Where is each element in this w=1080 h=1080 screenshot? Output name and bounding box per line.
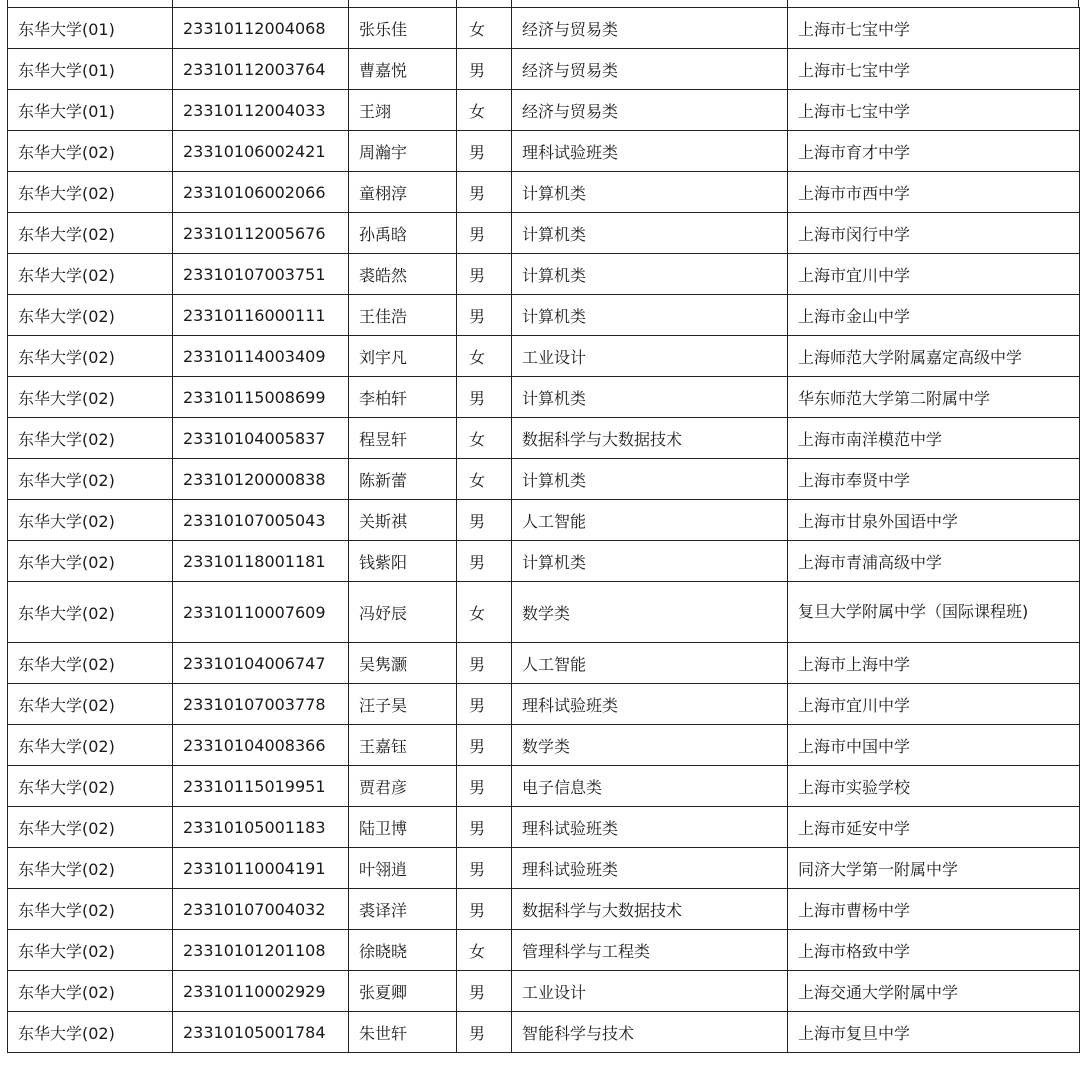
exam-id-cell: 23310110007609 <box>173 582 349 643</box>
student-name-cell: 张乐佳 <box>349 8 457 49</box>
major-cell: 工业设计 <box>512 336 788 377</box>
gender-cell: 男 <box>457 643 512 684</box>
table-row <box>8 213 1080 254</box>
university-cell: 东华大学(02) <box>8 684 173 725</box>
exam-id-cell: 23310110002929 <box>173 971 349 1012</box>
school-cell: 同济大学第一附属中学 <box>788 848 1080 889</box>
exam-id-cell: 23310105001183 <box>173 807 349 848</box>
school-cell: 上海市延安中学 <box>788 807 1080 848</box>
student-name-cell: 裘译洋 <box>349 889 457 930</box>
university-cell: 东华大学(02) <box>8 459 173 500</box>
university-cell: 东华大学(02) <box>8 582 173 643</box>
gender-cell: 男 <box>457 807 512 848</box>
exam-id-cell: 23310118001181 <box>173 541 349 582</box>
table-row <box>8 1012 1080 1053</box>
student-name-cell: 陈新蕾 <box>349 459 457 500</box>
table-row <box>8 295 1080 336</box>
gender-cell: 男 <box>457 295 512 336</box>
student-name-cell: 陆卫博 <box>349 807 457 848</box>
student-name-cell: 吴隽灏 <box>349 643 457 684</box>
major-cell: 理科试验班类 <box>512 131 788 172</box>
university-cell: 东华大学(02) <box>8 541 173 582</box>
exam-id-cell: 23310112003764 <box>173 49 349 90</box>
major-cell: 计算机类 <box>512 213 788 254</box>
major-cell: 计算机类 <box>512 254 788 295</box>
school-cell: 上海市七宝中学 <box>788 49 1080 90</box>
major-cell: 数据科学与大数据技术 <box>512 889 788 930</box>
university-cell: 东华大学(01) <box>8 49 173 90</box>
university-cell: 东华大学(02) <box>8 418 173 459</box>
exam-id-cell: 23310107005043 <box>173 500 349 541</box>
gender-cell: 女 <box>457 459 512 500</box>
table-row <box>8 541 1080 582</box>
gender-cell: 男 <box>457 172 512 213</box>
major-cell: 计算机类 <box>512 377 788 418</box>
university-cell: 东华大学(02) <box>8 254 173 295</box>
school-cell: 上海市曹杨中学 <box>788 889 1080 930</box>
school-cell: 上海市市西中学 <box>788 172 1080 213</box>
student-name-cell: 王翊 <box>349 90 457 131</box>
school-cell: 上海市育才中学 <box>788 131 1080 172</box>
student-name-cell: 张夏卿 <box>349 971 457 1012</box>
student-name-cell: 李柏轩 <box>349 377 457 418</box>
major-cell: 人工智能 <box>512 643 788 684</box>
exam-id-cell: 23310107003751 <box>173 254 349 295</box>
university-cell: 东华大学(02) <box>8 172 173 213</box>
student-name-cell: 关斯祺 <box>349 500 457 541</box>
school-cell: 复旦大学附属中学（国际课程班) <box>788 582 1080 643</box>
exam-id-cell: 23310115008699 <box>173 377 349 418</box>
student-name-cell: 刘宇凡 <box>349 336 457 377</box>
major-cell: 经济与贸易类 <box>512 49 788 90</box>
university-cell: 东华大学(02) <box>8 971 173 1012</box>
university-cell: 东华大学(01) <box>8 90 173 131</box>
table-row <box>8 848 1080 889</box>
student-name-cell: 钱紫阳 <box>349 541 457 582</box>
table-row <box>8 459 1080 500</box>
major-cell: 计算机类 <box>512 459 788 500</box>
exam-id-cell: 23310112005676 <box>173 213 349 254</box>
major-cell: 理科试验班类 <box>512 807 788 848</box>
table-row <box>8 49 1080 90</box>
school-cell: 上海市甘泉外国语中学 <box>788 500 1080 541</box>
gender-cell: 男 <box>457 889 512 930</box>
exam-id-cell: 23310104006747 <box>173 643 349 684</box>
exam-id-cell: 23310120000838 <box>173 459 349 500</box>
exam-id-cell: 23310112004068 <box>173 8 349 49</box>
university-cell: 东华大学(02) <box>8 643 173 684</box>
major-cell: 数学类 <box>512 725 788 766</box>
exam-id-cell: 23310112004033 <box>173 90 349 131</box>
exam-id-cell: 23310114003409 <box>173 336 349 377</box>
gender-cell: 男 <box>457 377 512 418</box>
gender-cell: 男 <box>457 254 512 295</box>
student-name-cell: 裘皓然 <box>349 254 457 295</box>
table-row <box>8 377 1080 418</box>
school-cell: 上海市青浦高级中学 <box>788 541 1080 582</box>
student-name-cell: 王嘉钰 <box>349 725 457 766</box>
admission-table <box>7 7 1080 1053</box>
table-row <box>8 172 1080 213</box>
exam-id-cell: 23310101201108 <box>173 930 349 971</box>
school-cell: 上海市南洋模范中学 <box>788 418 1080 459</box>
university-cell: 东华大学(02) <box>8 930 173 971</box>
university-cell: 东华大学(02) <box>8 336 173 377</box>
table-row <box>8 582 1080 643</box>
student-name-cell: 叶翎逍 <box>349 848 457 889</box>
table-row <box>8 418 1080 459</box>
table-row <box>8 336 1080 377</box>
university-cell: 东华大学(01) <box>8 8 173 49</box>
exam-id-cell: 23310105001784 <box>173 1012 349 1053</box>
school-cell: 上海市实验学校 <box>788 766 1080 807</box>
student-name-cell: 孙禹晗 <box>349 213 457 254</box>
major-cell: 理科试验班类 <box>512 684 788 725</box>
table-row <box>8 930 1080 971</box>
school-cell: 上海市宜川中学 <box>788 684 1080 725</box>
university-cell: 东华大学(02) <box>8 213 173 254</box>
table-row <box>8 889 1080 930</box>
gender-cell: 女 <box>457 930 512 971</box>
school-cell: 上海市上海中学 <box>788 643 1080 684</box>
university-cell: 东华大学(02) <box>8 131 173 172</box>
gender-cell: 男 <box>457 684 512 725</box>
school-cell: 上海市七宝中学 <box>788 8 1080 49</box>
school-cell: 上海市中国中学 <box>788 725 1080 766</box>
table-row <box>8 684 1080 725</box>
school-cell: 上海市宜川中学 <box>788 254 1080 295</box>
student-name-cell: 徐晓晓 <box>349 930 457 971</box>
table-row <box>8 90 1080 131</box>
table-row <box>8 8 1080 49</box>
gender-cell: 女 <box>457 336 512 377</box>
school-cell: 上海交通大学附属中学 <box>788 971 1080 1012</box>
gender-cell: 男 <box>457 1012 512 1053</box>
school-cell: 上海市奉贤中学 <box>788 459 1080 500</box>
student-name-cell: 汪子昊 <box>349 684 457 725</box>
major-cell: 管理科学与工程类 <box>512 930 788 971</box>
major-cell: 理科试验班类 <box>512 848 788 889</box>
exam-id-cell: 23310107004032 <box>173 889 349 930</box>
major-cell: 计算机类 <box>512 541 788 582</box>
university-cell: 东华大学(02) <box>8 725 173 766</box>
gender-cell: 女 <box>457 90 512 131</box>
table-row <box>8 725 1080 766</box>
gender-cell: 女 <box>457 582 512 643</box>
exam-id-cell: 23310115019951 <box>173 766 349 807</box>
university-cell: 东华大学(02) <box>8 377 173 418</box>
exam-id-cell: 23310116000111 <box>173 295 349 336</box>
major-cell: 经济与贸易类 <box>512 8 788 49</box>
university-cell: 东华大学(02) <box>8 889 173 930</box>
school-cell: 上海师范大学附属嘉定高级中学 <box>788 336 1080 377</box>
exam-id-cell: 23310104008366 <box>173 725 349 766</box>
major-cell: 数据科学与大数据技术 <box>512 418 788 459</box>
student-name-cell: 童栩淳 <box>349 172 457 213</box>
university-cell: 东华大学(02) <box>8 295 173 336</box>
university-cell: 东华大学(02) <box>8 807 173 848</box>
student-name-cell: 周瀚宇 <box>349 131 457 172</box>
university-cell: 东华大学(02) <box>8 1012 173 1053</box>
exam-id-cell: 23310110004191 <box>173 848 349 889</box>
major-cell: 人工智能 <box>512 500 788 541</box>
table-row <box>8 254 1080 295</box>
table-row <box>8 807 1080 848</box>
major-cell: 经济与贸易类 <box>512 90 788 131</box>
table-row <box>8 500 1080 541</box>
major-cell: 工业设计 <box>512 971 788 1012</box>
gender-cell: 男 <box>457 213 512 254</box>
gender-cell: 男 <box>457 725 512 766</box>
university-cell: 东华大学(02) <box>8 500 173 541</box>
table-row <box>8 131 1080 172</box>
gender-cell: 女 <box>457 8 512 49</box>
gender-cell: 男 <box>457 971 512 1012</box>
university-cell: 东华大学(02) <box>8 848 173 889</box>
university-cell: 东华大学(02) <box>8 766 173 807</box>
gender-cell: 男 <box>457 131 512 172</box>
school-cell: 上海市复旦中学 <box>788 1012 1080 1053</box>
gender-cell: 男 <box>457 49 512 90</box>
student-name-cell: 冯妤辰 <box>349 582 457 643</box>
student-name-cell: 贾君彦 <box>349 766 457 807</box>
student-name-cell: 朱世轩 <box>349 1012 457 1053</box>
student-name-cell: 曹嘉悦 <box>349 49 457 90</box>
school-cell: 上海市金山中学 <box>788 295 1080 336</box>
table-row <box>8 766 1080 807</box>
gender-cell: 男 <box>457 848 512 889</box>
major-cell: 电子信息类 <box>512 766 788 807</box>
exam-id-cell: 23310107003778 <box>173 684 349 725</box>
table-row <box>8 643 1080 684</box>
gender-cell: 男 <box>457 500 512 541</box>
major-cell: 计算机类 <box>512 172 788 213</box>
exam-id-cell: 23310106002421 <box>173 131 349 172</box>
school-cell: 华东师范大学第二附属中学 <box>788 377 1080 418</box>
gender-cell: 男 <box>457 541 512 582</box>
student-name-cell: 王佳浩 <box>349 295 457 336</box>
school-cell: 上海市格致中学 <box>788 930 1080 971</box>
gender-cell: 女 <box>457 418 512 459</box>
school-cell: 上海市闵行中学 <box>788 213 1080 254</box>
major-cell: 智能科学与技术 <box>512 1012 788 1053</box>
table-top-edge <box>7 0 1079 7</box>
exam-id-cell: 23310106002066 <box>173 172 349 213</box>
table-row <box>8 971 1080 1012</box>
student-name-cell: 程昱轩 <box>349 418 457 459</box>
major-cell: 数学类 <box>512 582 788 643</box>
major-cell: 计算机类 <box>512 295 788 336</box>
school-cell: 上海市七宝中学 <box>788 90 1080 131</box>
admission-table-body <box>8 8 1080 1053</box>
gender-cell: 男 <box>457 766 512 807</box>
exam-id-cell: 23310104005837 <box>173 418 349 459</box>
